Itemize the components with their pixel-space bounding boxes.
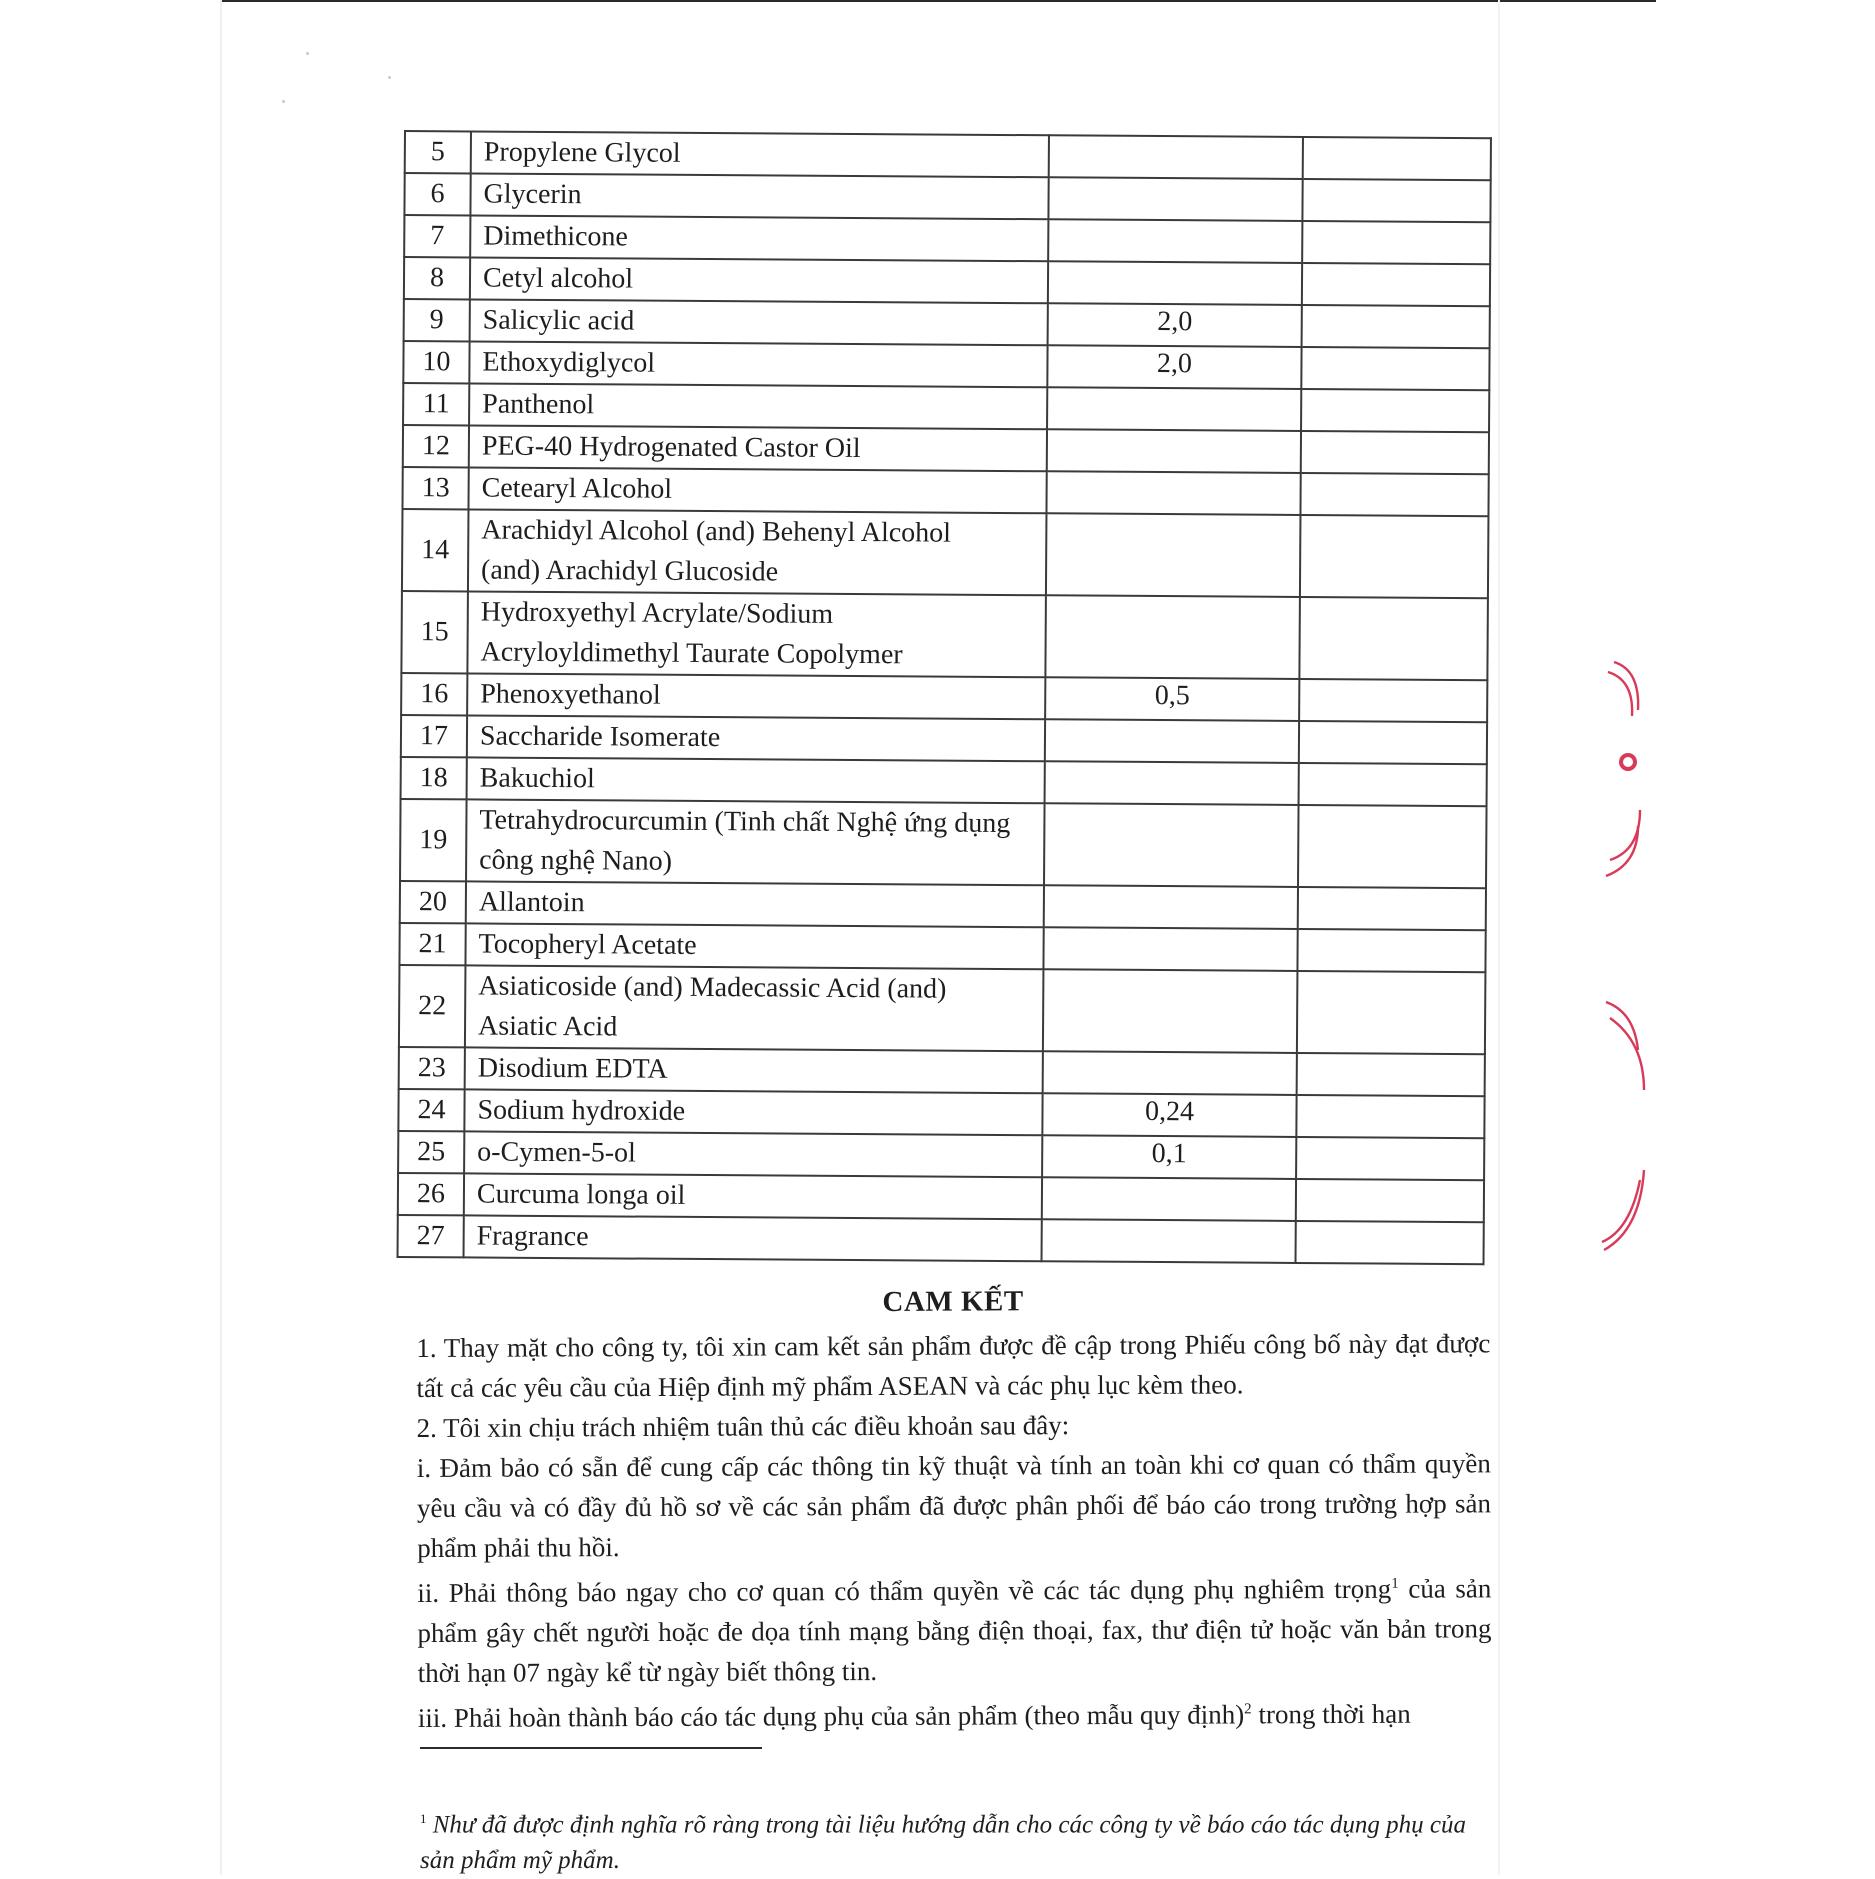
ingredient-number: 14 (402, 509, 469, 591)
ingredient-number: 18 (401, 757, 467, 799)
page-edge-left (220, 0, 222, 1875)
ingredient-extra (1299, 721, 1487, 764)
ingredient-name: Bakuchiol (467, 757, 1045, 803)
ingredient-number: 6 (404, 173, 470, 215)
ingredient-name: Cetyl alcohol (470, 257, 1048, 303)
ingredient-extra (1297, 929, 1485, 972)
ingredient-name: Glycerin (470, 173, 1048, 219)
ingredient-number: 15 (401, 591, 468, 673)
commitment-paragraph-4 (417, 1563, 1492, 1693)
ingredient-concentration (1044, 885, 1298, 929)
ingredient-name: Panthenol (469, 383, 1047, 429)
ingredient-name-line-1: Tetrahydrocurcumin (Tinh chất Nghệ ứng dụng (479, 804, 1011, 840)
ingredient-extra (1301, 389, 1489, 432)
ingredient-number: 23 (399, 1047, 465, 1089)
ingredient-concentration (1048, 177, 1302, 221)
footnote-ref-1: 1 (1391, 1575, 1399, 1592)
commitment-paragraph-5 (418, 1688, 1492, 1738)
ingredient-extra (1297, 971, 1486, 1054)
ingredient-name: Dimethicone (470, 215, 1048, 261)
ingredient-concentration (1049, 135, 1303, 179)
ingredient-row (404, 215, 1490, 264)
ingredient-number: 17 (401, 715, 467, 757)
ingredient-extra (1303, 137, 1491, 180)
commitment-heading: CAM KẾT (882, 1285, 1024, 1318)
ingredient-concentration (1045, 595, 1300, 679)
ingredient-number: 20 (400, 881, 466, 923)
paragraph-5-text-a: iii. Phải hoàn thành báo cáo tác dụng phụ của sản phẩm (theo mẫu quy định) (417, 1699, 1245, 1733)
ingredient-extra (1299, 679, 1487, 722)
ingredient-extra (1296, 1095, 1484, 1138)
ingredient-name: Ethoxydiglycol (469, 341, 1047, 387)
ingredient-concentration (1048, 261, 1302, 305)
ingredient-number: 19 (400, 799, 467, 881)
ingredient-extra (1296, 1221, 1484, 1264)
ingredient-concentration: 0,1 (1042, 1135, 1296, 1179)
ingredient-extra (1299, 763, 1487, 806)
commitment-paragraph-1: 1. Thay mặt cho công ty, tôi xin cam kết sản phẩm được đề cập trong Phiếu công bố này đạt được tất cả các yêu cầu của Hiệp định mỹ phẩm ASEAN và các phụ lục kèm theo. (416, 1328, 1491, 1403)
ingredient-row (401, 591, 1488, 680)
ingredient-concentration (1043, 927, 1297, 971)
ingredient-name: Tocopheryl Acetate (465, 923, 1043, 969)
ingredient-row (401, 757, 1487, 806)
ingredient-concentration (1042, 1177, 1296, 1221)
ingredient-number: 27 (398, 1215, 464, 1257)
commitment-paragraph-3: i. Đảm bảo có sẵn để cung cấp các thông tin kỹ thuật và tính an toàn khi cơ quan có thẩm quyền yêu cầu và có đầy đủ hồ sơ về các sản phẩm đã được phân phối để báo cáo trong trường hợp sản phẩm phải thu hồi. (416, 1448, 1492, 1563)
ingredient-name: Disodium EDTA (465, 1047, 1043, 1093)
ingredient-name: PEG-40 Hydrogenated Castor Oil (469, 425, 1047, 471)
ingredient-name: Allantoin (466, 881, 1044, 927)
ingredient-row (398, 1089, 1484, 1138)
ingredient-table (397, 130, 1492, 1265)
ingredient-row (403, 341, 1489, 390)
ingredient-row (402, 467, 1488, 516)
ingredient-extra (1302, 263, 1490, 306)
ingredient-name: Cetearyl Alcohol (468, 467, 1046, 513)
ingredient-concentration (1044, 803, 1299, 887)
ingredient-extra (1296, 1179, 1484, 1222)
ingredient-concentration (1046, 471, 1300, 515)
ingredient-extra (1299, 597, 1488, 680)
ingredient-concentration: 0,24 (1042, 1093, 1296, 1137)
commitment-paragraph-2: 2. Tôi xin chịu trách nhiệm tuân thủ các điều khoản sau đây: (416, 1410, 1070, 1443)
ingredient-concentration: 0,5 (1045, 677, 1299, 721)
ingredient-extra (1297, 1053, 1485, 1096)
ingredient-extra (1302, 221, 1490, 264)
ingredient-row (400, 799, 1487, 888)
page-edge-top (220, 0, 1656, 2)
ingredient-extra (1300, 473, 1488, 516)
footnote (420, 1801, 1480, 1879)
ingredient-concentration (1047, 429, 1301, 473)
red-seal-stamp-edge (1600, 650, 1680, 1270)
ingredient-number: 11 (403, 383, 469, 425)
ingredient-concentration (1045, 761, 1299, 805)
ingredient-row (398, 1173, 1484, 1222)
ingredient-concentration (1046, 513, 1301, 597)
ingredient-number: 7 (404, 215, 470, 257)
page-edge-right (1498, 0, 1500, 1875)
footnote-ref-2: 2 (1244, 1701, 1252, 1718)
ingredient-name: Phenoxyethanol (467, 673, 1045, 719)
ingredient-name-line-1: Arachidyl Alcohol (and) Behenyl Alcohol (481, 514, 952, 549)
ingredient-name-line-2: (and) Arachidyl Glucoside (480, 554, 779, 588)
ingredient-name: Propylene Glycol (471, 131, 1049, 177)
ingredient-name (466, 799, 1045, 885)
ingredient-name (465, 965, 1044, 1051)
ingredient-extra (1301, 431, 1489, 474)
ingredient-row (401, 715, 1487, 764)
ingredient-extra (1298, 887, 1486, 930)
footnote-text: Như đã được định nghĩa rõ ràng trong tài liệu hướng dẫn cho các công ty về báo cáo tác dụng phụ của sản phẩm mỹ phẩm. (420, 1811, 1466, 1875)
paragraph-5-text-b: trong thời hạn (1251, 1698, 1411, 1730)
ingredient-name-line-2: công nghệ Nano) (479, 844, 673, 877)
ingredient-row (401, 673, 1487, 722)
scan-speck (282, 100, 285, 103)
ingredient-number: 21 (399, 923, 465, 965)
ingredient-row (400, 881, 1486, 930)
ingredient-number: 13 (402, 467, 468, 509)
ingredient-row (398, 1215, 1484, 1264)
ingredient-concentration: 2,0 (1048, 303, 1302, 347)
ingredient-name-line-2: Acryloyldimethyl Taurate Copolymer (480, 636, 903, 671)
ingredient-number: 16 (401, 673, 467, 715)
ingredient-number: 10 (403, 341, 469, 383)
ingredient-name: Saccharide Isomerate (467, 715, 1045, 761)
commitment-section (416, 1279, 1492, 1738)
ingredient-row (398, 1131, 1484, 1180)
ingredient-row (404, 299, 1490, 348)
ingredient-name (468, 509, 1047, 595)
ingredient-number: 24 (398, 1089, 464, 1131)
ingredient-concentration (1048, 219, 1302, 263)
ingredient-extra (1300, 515, 1489, 598)
scan-speck (388, 76, 391, 79)
ingredient-name: Curcuma longa oil (464, 1173, 1042, 1219)
footnote-separator (420, 1747, 762, 1749)
footnote-marker: 1 (420, 1811, 427, 1826)
ingredient-name (467, 591, 1046, 677)
ingredient-number: 26 (398, 1173, 464, 1215)
ingredient-name-line-2: Asiatic Acid (477, 1010, 618, 1043)
ingredient-concentration (1047, 387, 1301, 431)
ingredient-row (403, 425, 1489, 474)
ingredient-concentration (1043, 969, 1298, 1053)
ingredient-number: 25 (398, 1131, 464, 1173)
ingredient-row (399, 965, 1486, 1054)
ingredient-concentration (1043, 1051, 1297, 1095)
ingredient-row (399, 1047, 1485, 1096)
ingredient-name: o-Cymen-5-ol (464, 1131, 1042, 1177)
scan-speck (306, 52, 309, 55)
ingredient-extra (1302, 179, 1490, 222)
ingredient-name-line-1: Asiaticoside (and) Madecassic Acid (and) (478, 970, 947, 1005)
ingredient-extra (1296, 1137, 1484, 1180)
ingredient-concentration (1045, 719, 1299, 763)
ingredient-extra (1298, 805, 1487, 888)
ingredient-row (403, 383, 1489, 432)
ingredient-extra (1301, 347, 1489, 390)
ingredient-name-line-1: Hydroxyethyl Acrylate/Sodium (480, 596, 834, 630)
ingredient-name: Salicylic acid (470, 299, 1048, 345)
ingredient-number: 22 (399, 965, 466, 1047)
ingredient-extra (1302, 305, 1490, 348)
ingredient-number: 5 (405, 131, 471, 173)
ingredient-name: Fragrance (464, 1215, 1042, 1261)
ingredient-row (404, 173, 1490, 222)
ingredient-row (399, 923, 1485, 972)
ingredient-number: 12 (403, 425, 469, 467)
ingredient-number: 8 (404, 257, 470, 299)
paragraph-4-text-b: của sản phẩm gây chết người hoặc đe dọa tính mạng bằng điện thoại, fax, thư điện tử hoặc văn bản trong thời hạn 07 ngày kể từ ngày biết thông tin. (417, 1573, 1492, 1688)
ingredient-row (402, 509, 1489, 598)
ingredient-concentration (1042, 1219, 1296, 1263)
ingredient-concentration: 2,0 (1047, 345, 1301, 389)
ingredient-row (405, 131, 1491, 180)
ingredient-number: 9 (404, 299, 470, 341)
paragraph-4-text-a: ii. Phải thông báo ngay cho cơ quan có thẩm quyền về các tác dụng phụ nghiêm trọng (417, 1573, 1392, 1608)
ingredient-name: Sodium hydroxide (464, 1089, 1042, 1135)
ingredient-row (404, 257, 1490, 306)
